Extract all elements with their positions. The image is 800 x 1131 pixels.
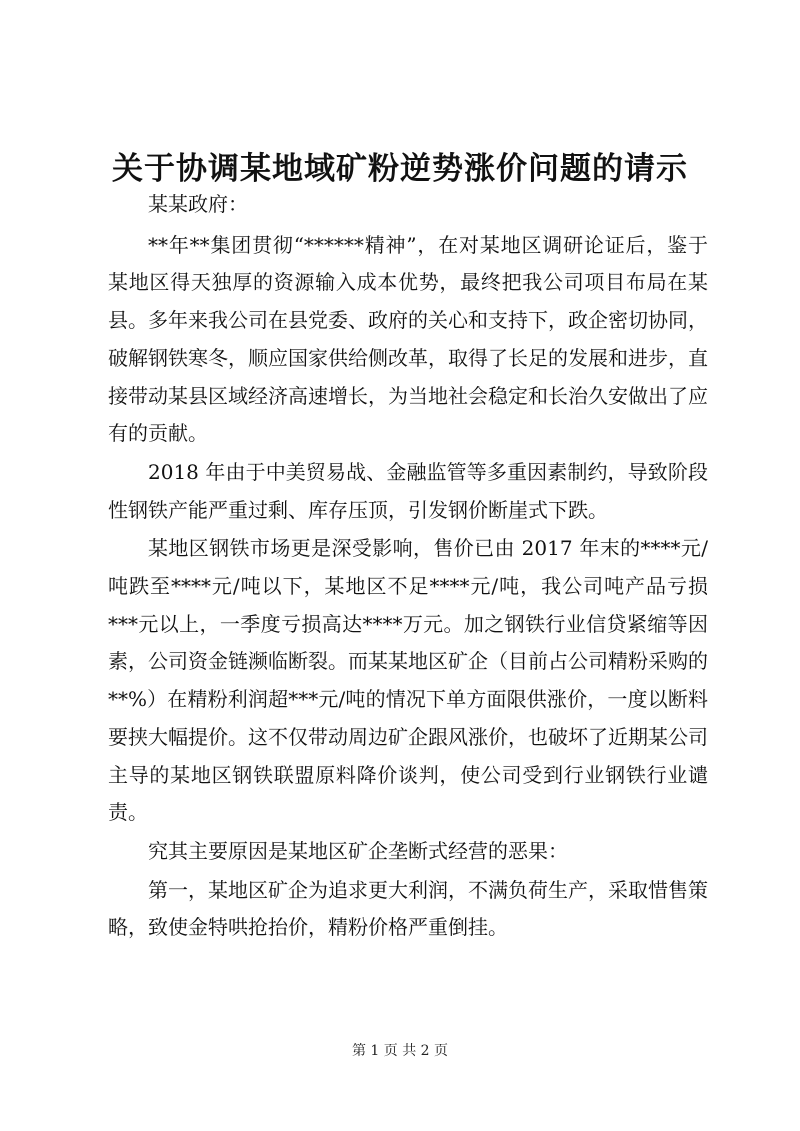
paragraph: 某地区钢铁市场更是深受影响，售价已由 2017 年末的****元/吨跌至****元/吨以下，某地区不足****元/吨，我公司吨产品亏损***元以上，一季度亏损高达****万元。加之钢铁行业信贷紧缩等因素，公司资金链濒临断裂。而某某地区矿企（目前占公司精粉采购的**%）在精粉利润超***元/吨的情况下单方面限供涨价，一度以断料要挟大幅提价。这不仅带动周边矿企跟风涨价，也破坏了近期某公司主导的某地区钢铁联盟原料降价谈判，使公司受到行业钢铁行业谴责。: [108, 536, 708, 825]
document-body: [108, 186, 708, 948]
paragraph: **年**集团贯彻“******精神”，在对某地区调研论证后，鉴于某地区得天独厚的资源输入成本优势，最终把我公司项目布局在某县。多年来我公司在县党委、政府的关心和支持下，政企密切协同，破解钢铁寒冬，顺应国家供给侧改革，取得了长足的发展和进步，直接带动某县区域经济高速增长，为当地社会稳定和长治久安做出了应有的贡献。: [108, 232, 708, 446]
paragraph: 2018 年由于中美贸易战、金融监管等多重因素制约，导致阶段性钢铁产能严重过剩、库存压顶，引发钢价断崖式下跌。: [108, 459, 708, 522]
salutation: 某某政府：: [148, 192, 248, 216]
paragraph: 第一，某地区矿企为追求更大利润，不满负荷生产，采取惜售策略，致使金特哄抢抬价，精粉价格严重倒挂。: [108, 877, 708, 940]
document-title: 关于协调某地域矿粉逆势涨价问题的请示: [112, 151, 688, 187]
paragraph: 究其主要原因是某地区矿企垄断式经营的恶果：: [148, 838, 568, 863]
page-number-footer: 第 1 页 共 2 页: [351, 1043, 449, 1059]
